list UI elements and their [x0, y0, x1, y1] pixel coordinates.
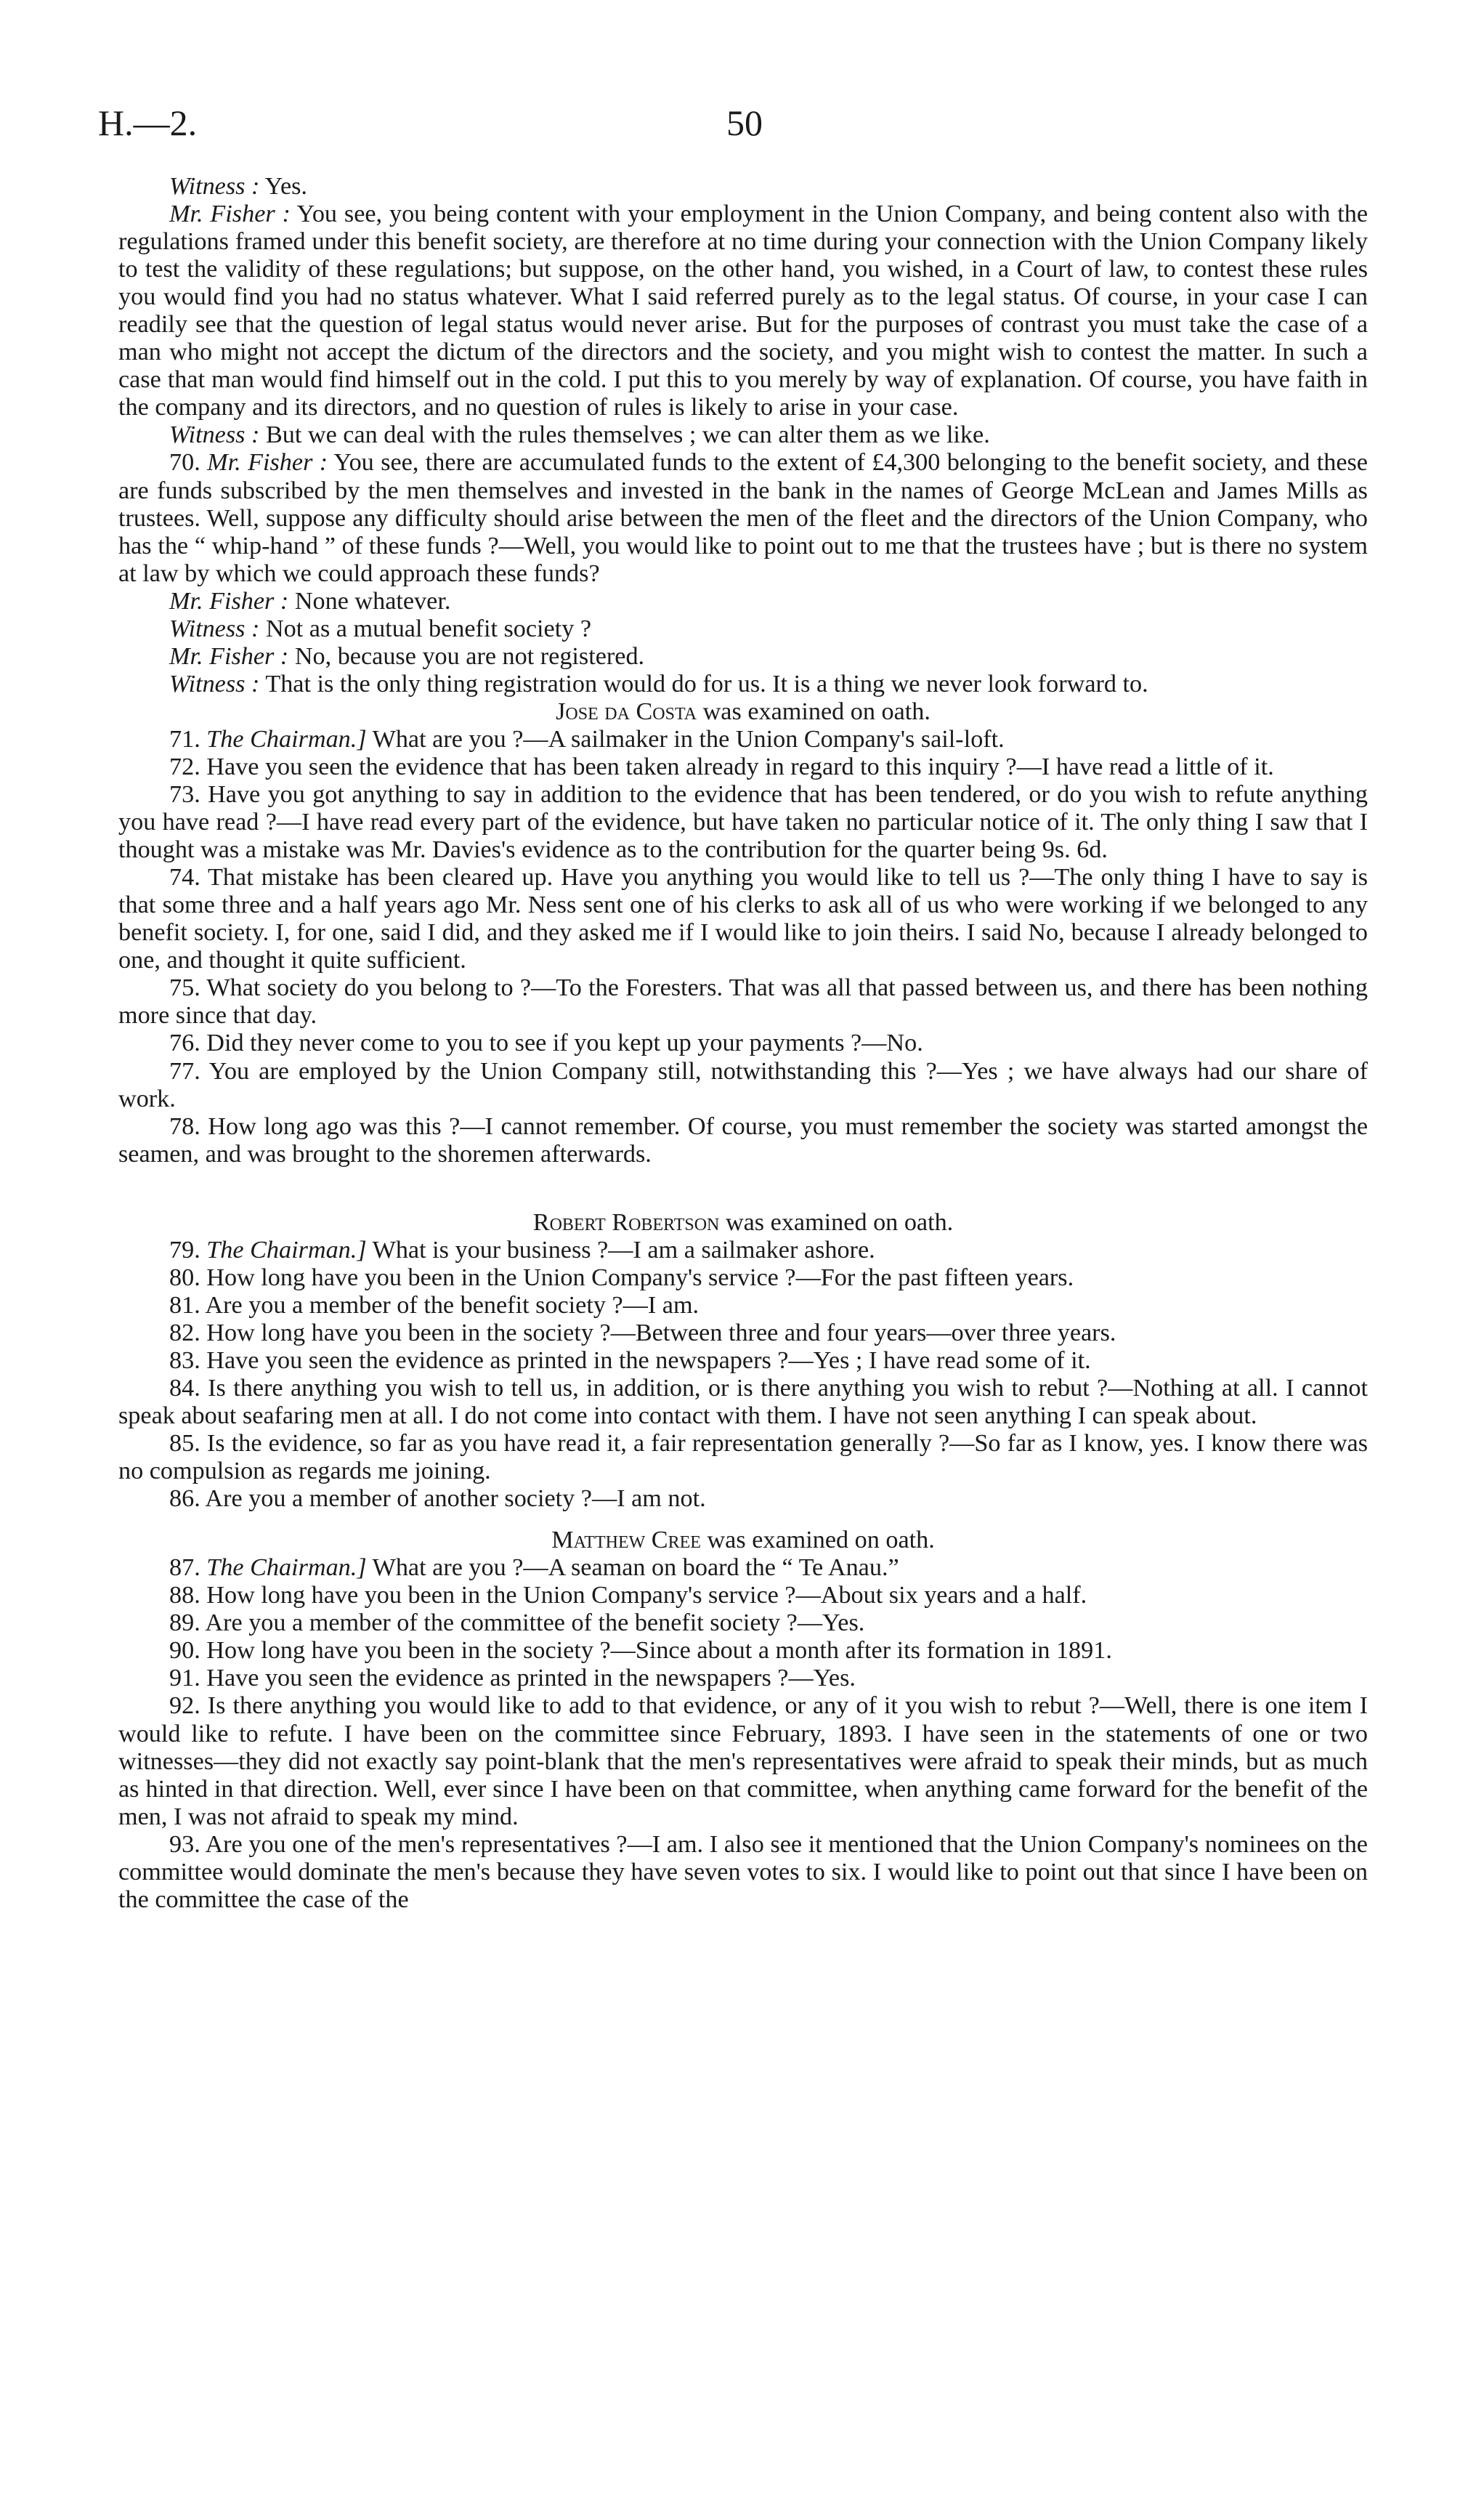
paragraph-text: What society do you belong to ?—To the Foresters. That was all that passed between us, and there has been nothing more since that day.: [118, 974, 1368, 1030]
paragraph-text: Have you seen the evidence as printed in the newspapers ?—Yes.: [206, 1665, 856, 1692]
speaker: Mr. Fisher :: [169, 587, 289, 615]
question-number: 74.: [169, 864, 208, 892]
witness-name: Jose da Costa: [556, 698, 697, 725]
paragraph-text: Not as a mutual benefit society ?: [259, 615, 592, 642]
question-number: 89.: [169, 1609, 206, 1637]
paragraph-text: How long have you been in the society ?—Since about a month after its formation in 1891.: [206, 1637, 1112, 1665]
paragraph-text: Are you a member of the benefit society ?—I am.: [205, 1291, 700, 1319]
heading-text: was examined on oath.: [700, 1527, 935, 1554]
question-number: 90.: [169, 1637, 207, 1665]
paragraph-text: Are you a member of another society ?—I am not.: [205, 1485, 706, 1513]
question-number: 73.: [169, 781, 208, 809]
paragraph-text: Did they never come to you to see if you kept up your payments ?—No.: [206, 1030, 923, 1057]
testimony-paragraph: [118, 1692, 1368, 1830]
document-code: H.—2.: [98, 102, 198, 143]
paragraph-text: Are you a member of the committee of the benefit society ?—Yes.: [205, 1609, 865, 1637]
speaker: The Chairman.]: [206, 725, 367, 753]
paragraph-text: How long have you been in the society ?—Between three and four years—over three years.: [206, 1319, 1116, 1346]
paragraph-text: You see, you being content with your employment in the Union Company, and being content also with the regulations framed under this benefit society, are therefore at no time during your connection with the Union Company likely to test the validity of these regulations; but suppose, on the other hand, you wished, in a Court of law, to contest these rules you would find you had no status whatever. What I said referred purely as to the legal status. Of course, in your case I can readily see that the question of legal status would never arise. But for the purposes of contrast you must take the case of a man who might not accept the dictum of the directors and the society, and you might wish to contest the matter. In such a case that man would find himself out in the cold. I put this to you merely by way of explanation. Of course, you have faith in the company and its directors, and no question of rules is likely to arise in your case.: [118, 201, 1369, 421]
testimony-paragraph: [118, 671, 1368, 698]
speaker: The Chairman.]: [206, 1554, 367, 1582]
question-number: 86.: [169, 1485, 206, 1513]
speaker: The Chairman.]: [206, 1236, 367, 1264]
speaker: Mr. Fisher :: [207, 449, 328, 477]
testimony-paragraph: [118, 1375, 1368, 1430]
testimony-paragraph: [118, 1430, 1368, 1485]
question-number: 82.: [169, 1319, 207, 1346]
question-number: 91.: [169, 1665, 207, 1692]
paragraph-text: Have you got anything to say in addition to the evidence that has been tendered, or do you wish to refute anything you have read ?—I have read every part of the evidence, but have taken no particular notice of it. The only thing I saw that I thought was a mistake was Mr. Davies's evidence as to the contribution for the quarter being 9s. 6d.: [118, 781, 1369, 864]
paragraph-text: How long have you been in the Union Company's service ?—For the past fifteen years.: [206, 1264, 1074, 1291]
paragraph-text: Have you seen the evidence that has been taken already in regard to this inquiry ?—I have read a little of it.: [206, 753, 1274, 780]
question-number: 88.: [169, 1582, 207, 1609]
testimony-paragraph: [118, 1609, 1368, 1637]
speaker: Mr. Fisher :: [169, 642, 289, 670]
testimony-paragraph: [118, 753, 1368, 781]
testimony-paragraph: [118, 615, 1368, 643]
testimony-paragraph: [118, 781, 1368, 864]
paragraph-text: None whatever.: [288, 587, 451, 615]
testimony-paragraph: [118, 201, 1368, 421]
testimony-paragraph: [118, 1582, 1368, 1609]
speaker: Witness :: [169, 615, 260, 642]
testimony-paragraph: [118, 1637, 1368, 1665]
question-number: 80.: [169, 1264, 207, 1291]
testimony-paragraph: [118, 643, 1368, 671]
testimony-paragraph: [118, 1030, 1368, 1057]
testimony-paragraph: [118, 726, 1368, 753]
question-number: 78.: [169, 1112, 208, 1140]
heading-text: was examined on oath.: [719, 1208, 954, 1236]
witness-heading: [118, 698, 1368, 726]
witness-heading: [118, 1209, 1368, 1237]
paragraph-text: How long ago was this ?—I cannot remember. Of course, you must remember the society was started amongst the seamen, and was brought to the shoremen afterwards.: [118, 1112, 1368, 1168]
paragraph-text: Yes.: [259, 173, 307, 200]
testimony-paragraph: [118, 1831, 1368, 1914]
paragraph-text: That is the only thing registration would do for us. It is a thing we never look forward to.: [259, 670, 1148, 698]
paragraph-text: You are employed by the Union Company still, notwithstanding this ?—Yes ; we have always had our share of work.: [118, 1057, 1368, 1112]
witness-name: Matthew Cree: [551, 1527, 701, 1554]
question-number: 85.: [169, 1430, 207, 1458]
question-number: 77.: [169, 1057, 209, 1085]
testimony-paragraph: [118, 1237, 1368, 1264]
question-number: 83.: [169, 1346, 207, 1374]
question-number: 84.: [169, 1374, 208, 1402]
page-header: [0, 0, 1484, 174]
paragraph-text: What is your business ?—I am a sailmaker ashore.: [366, 1236, 875, 1264]
paragraph-text: Is the evidence, so far as you have read it, a fair representation generally ?—So far as I know, yes. I know there was no compulsion as regards me joining.: [118, 1430, 1369, 1485]
testimony-paragraph: [118, 1058, 1368, 1113]
testimony-paragraph: [118, 421, 1368, 449]
speaker: Witness :: [169, 421, 260, 449]
question-number: 79.: [169, 1236, 207, 1264]
question-number: 76.: [169, 1030, 207, 1057]
heading-text: was examined on oath.: [697, 698, 930, 725]
question-number: 93.: [169, 1830, 206, 1858]
testimony-paragraph: [118, 1292, 1368, 1319]
question-number: 72.: [169, 753, 207, 780]
paragraph-text: No, because you are not registered.: [288, 642, 645, 670]
testimony-paragraph: [118, 864, 1368, 974]
question-number: 75.: [169, 974, 207, 1002]
witness-heading: [118, 1527, 1368, 1554]
testimony-paragraph: [118, 1264, 1368, 1292]
testimony-paragraph: [118, 173, 1368, 201]
page-number: 50: [726, 102, 763, 143]
speaker: Witness :: [169, 173, 260, 200]
paragraph-text: How long have you been in the Union Company's service ?—About six years and a half.: [206, 1582, 1087, 1609]
paragraph-text: You see, there are accumulated funds to the extent of £4,300 belonging to the benefit society, and these are funds subscribed by the men themselves and invested in the bank in the names of George McLean and James Mills as trustees. Well, suppose any difficulty should arise between the men of the fleet and the directors of the Union Company, who has the “ whip-hand ” of these funds ?—Well, you would like to point out to me that the trustees have ; but is there no system at law by which we could approach these funds?: [118, 449, 1368, 587]
paragraph-text: What are you ?—A sailmaker in the Union Company's sail-loft.: [366, 725, 1005, 753]
paragraph-text: But we can deal with the rules themselves ; we can alter them as we like.: [259, 421, 990, 449]
witness-name: Robert Robertson: [532, 1208, 720, 1236]
speaker: Witness :: [169, 670, 260, 698]
paragraph-text: Have you seen the evidence as printed in the newspapers ?—Yes ; I have read some of it.: [206, 1346, 1091, 1374]
question-number: 92.: [169, 1692, 208, 1720]
testimony-paragraph: [118, 449, 1368, 587]
paragraph-text: That mistake has been cleared up. Have you anything you would like to tell us ?—The only thing I have to say is that some three and a half years ago Mr. Ness sent one of his clerks to ask all of us who were working if we belonged to any benefit society. I, for one, said I did, and they asked me if I would like to join theirs. I said No, because I already belonged to one, and thought it quite sufficient.: [118, 864, 1368, 974]
paragraph-text: Is there anything you wish to tell us, in addition, or is there anything you wish to rebut ?—Nothing at all. I cannot speak about seafaring men at all. I do not come into contact with them. I have not seen anything I can speak about.: [118, 1374, 1369, 1430]
testimony-paragraph: [118, 1665, 1368, 1692]
question-number: 70.: [169, 449, 208, 477]
paragraph-text: What are you ?—A seaman on board the “ Te Anau.”: [366, 1554, 899, 1582]
testimony-paragraph: [118, 1319, 1368, 1347]
testimony-paragraph: [118, 588, 1368, 615]
testimony-paragraph: [118, 1554, 1368, 1582]
testimony-paragraph: [118, 1485, 1368, 1513]
testimony-paragraph: [118, 974, 1368, 1030]
question-number: 87.: [169, 1554, 207, 1582]
paragraph-text: Are you one of the men's representatives ?—I am. I also see it mentioned that the Union Company's nominees on the committee would dominate the men's because they have seven votes to six. I would like to point out that since I have been on the committee the case of the: [118, 1830, 1368, 1913]
testimony-paragraph: [118, 1347, 1368, 1375]
testimony-paragraph: [118, 1113, 1368, 1168]
document-body: [118, 173, 1368, 1914]
speaker: Mr. Fisher :: [169, 201, 291, 228]
question-number: 81.: [169, 1291, 206, 1319]
question-number: 71.: [169, 725, 207, 753]
paragraph-text: Is there anything you would like to add to that evidence, or any of it you wish to rebut ?—Well, there is one item I would like to refute. I have been on the committee since February, 1893. I have seen in the statements of one or two witnesses—they did not exactly say point-blank that the men's representatives were afraid to speak their minds, but as much as hinted in that direction. Well, ever since I have been on that committee, when anything came forward for the benefit of the men, I was not afraid to speak my mind.: [118, 1692, 1369, 1830]
